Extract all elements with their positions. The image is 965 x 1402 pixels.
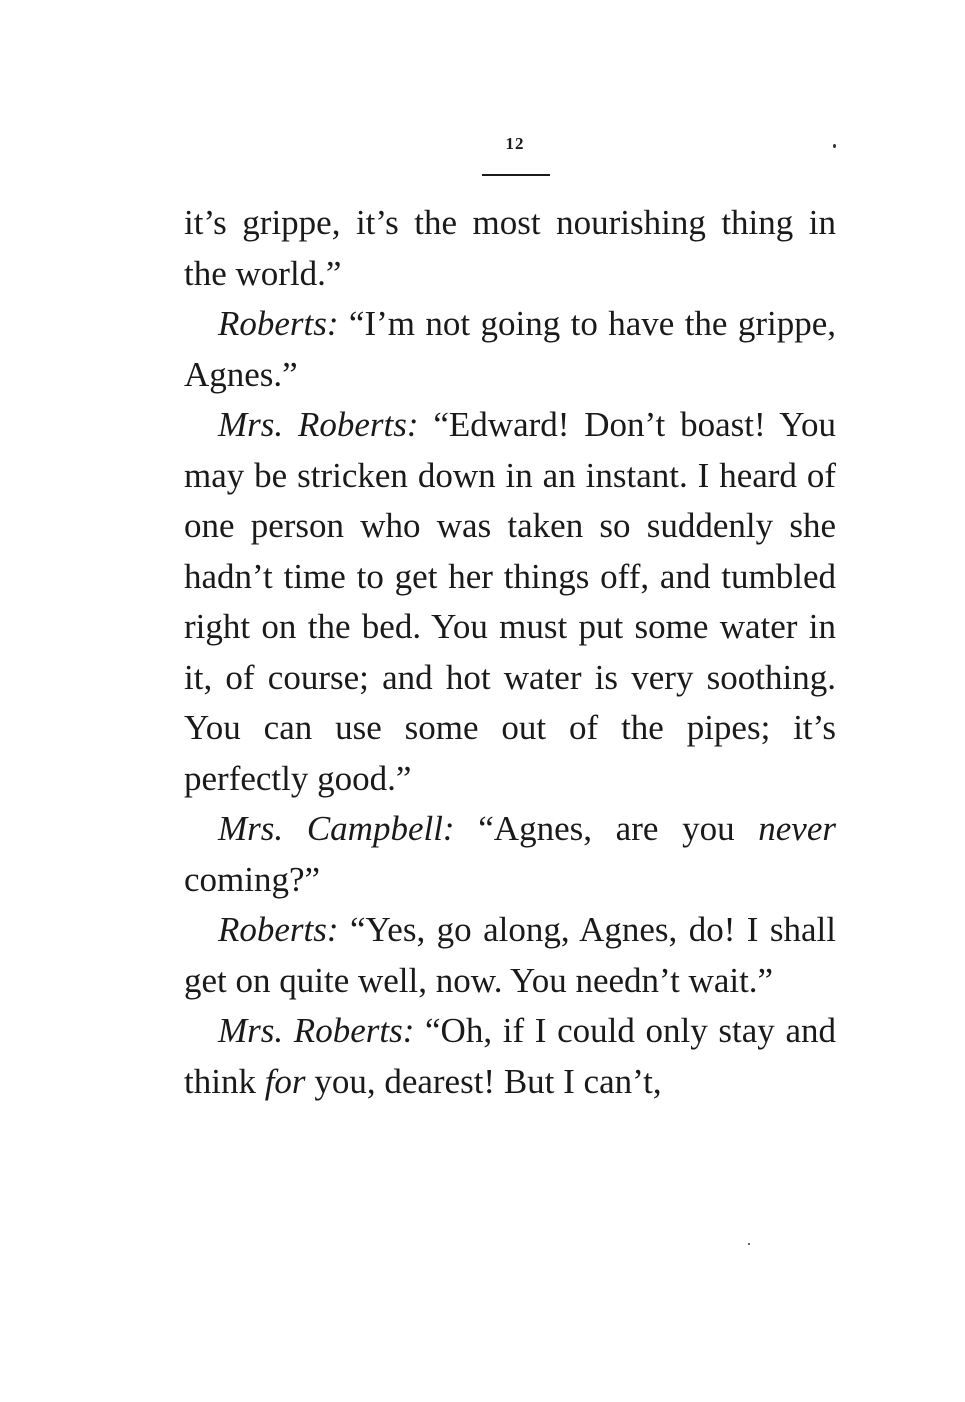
emphasis-text: never bbox=[758, 809, 836, 848]
emphasis-text: for bbox=[264, 1061, 306, 1101]
paragraph bbox=[184, 299, 836, 400]
paragraph bbox=[184, 905, 836, 1006]
dialogue-text: “I’m not going to have the grippe, Agnes.” bbox=[184, 304, 836, 394]
speaker-name: Mrs. Roberts: bbox=[218, 1011, 415, 1050]
speaker-name: Roberts: bbox=[218, 910, 339, 949]
paragraph bbox=[184, 198, 836, 299]
speaker-name: Mrs. Campbell: bbox=[218, 809, 455, 848]
dialogue-text: you, dearest! But I can’t, bbox=[305, 1061, 662, 1101]
page-text bbox=[184, 198, 836, 1107]
dialogue-text: “Edward! Don’t boast! You may be stricken down in an instant. I heard of one person who was taken so suddenly she hadn’t time to get her things off, and tumbled right on the bed. You must put some water in it, of course; and hot water is very soothing. You can use some out of the pipes; it’s perfectly good.” bbox=[184, 405, 836, 798]
page-number: 12 bbox=[505, 134, 525, 153]
dialogue-text: it’s grippe, it’s the most nourishing thing in the world.” bbox=[184, 203, 836, 293]
paragraph bbox=[184, 1006, 836, 1107]
dialogue-text: “Oh, if I could only stay and think bbox=[184, 1011, 836, 1101]
print-speck bbox=[748, 1243, 750, 1245]
dialogue-text: coming?” bbox=[184, 859, 321, 899]
dialogue-text: “Agnes, are you bbox=[454, 809, 759, 848]
print-speck bbox=[833, 144, 836, 148]
header-rule bbox=[482, 174, 550, 176]
speaker-name: Roberts: bbox=[218, 304, 339, 343]
paragraph bbox=[184, 400, 836, 804]
paragraph bbox=[184, 804, 836, 905]
dialogue-text: “Yes, go along, Agnes, do! I shall get on quite well, now. You needn’t wait.” bbox=[184, 910, 836, 1000]
speaker-name: Mrs. Roberts: bbox=[218, 405, 419, 444]
